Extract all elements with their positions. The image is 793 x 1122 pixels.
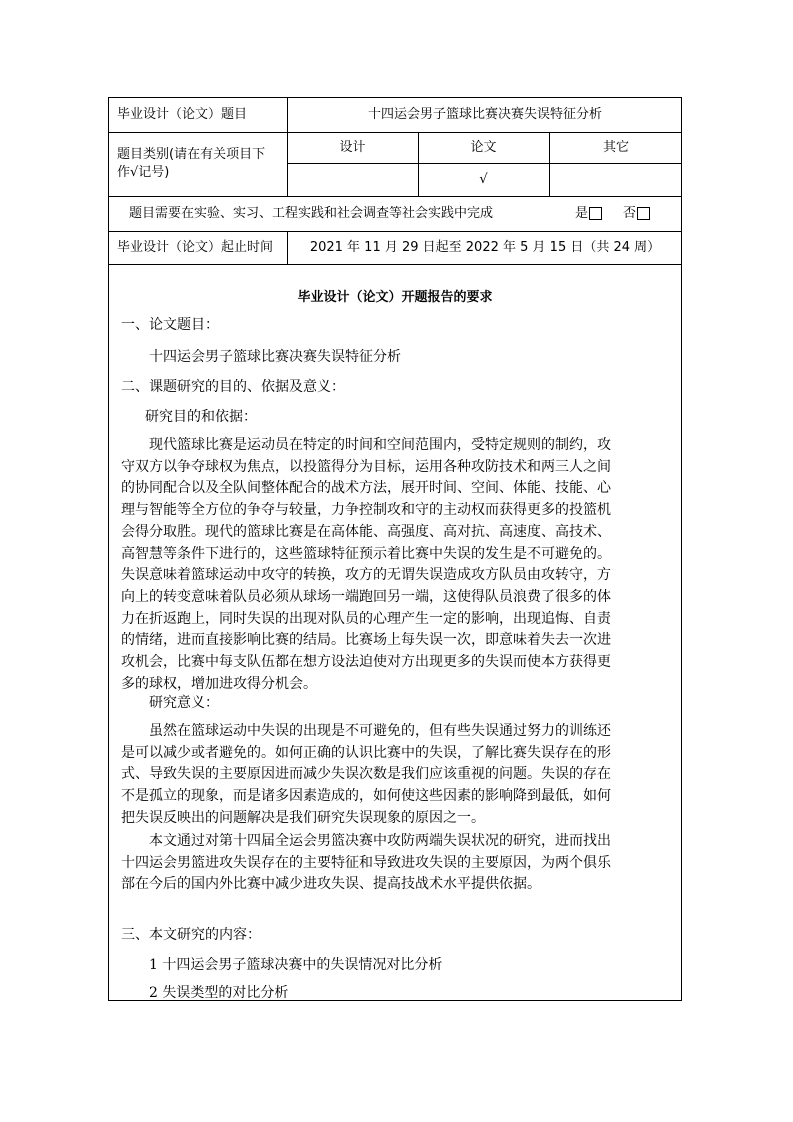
paragraph-line: 理与智能等全方位的争夺与较量，力争控制攻和守的主动权而获得更多的投篮机	[121, 502, 611, 519]
section-title: 三、本文研究的内容：	[121, 927, 261, 943]
title-value: 十四运会男子篮球比赛决赛失误特征分析	[367, 107, 602, 122]
category-mark-thesis: √	[479, 171, 488, 187]
paragraph-line: 多的球权，增加进攻得分机会。	[121, 675, 317, 692]
category-header-design: 设计	[339, 139, 366, 155]
paragraph-line: 式、导致失误的主要原因进而减少失误次数是我们应该重视的问题。失误的存在	[121, 766, 611, 783]
paragraph-line: 失误意味着篮球运动中攻守的转换，攻方的无谓失误造成攻方队员由攻转守，方	[121, 567, 611, 584]
subsection-title: 研究目的和依据：	[145, 409, 257, 425]
proposal-form	[108, 97, 682, 1001]
requirements-heading: 毕业设计（论文）开题报告的要求	[297, 290, 493, 305]
thesis-topic: 十四运会男子篮球比赛决赛失误特征分析	[149, 349, 401, 365]
proposal-body	[109, 272, 681, 1000]
subsection-title: 研究意义：	[149, 695, 219, 711]
paragraph-line: 攻机会，比赛中每支队伍都在想方设法迫使对方出现更多的失误而使本方获得更	[121, 654, 611, 670]
paragraph-line: 十四运会男篮进攻失误存在的主要特征和导致进攻失误的主要原因，为两个俱乐	[121, 854, 611, 871]
category-label-line1: 题目类别(请在有关项目下	[117, 147, 266, 162]
practice-requirement-text: 题目需要在实验、实习、工程实践和社会调查等社会实践中完成	[129, 205, 494, 221]
paragraph-line: 把失误反映出的问题解决是我们研究失误现象的原因之一。	[121, 809, 485, 826]
section-title: 一、论文题目：	[121, 317, 219, 333]
paragraph-line: 的协同配合以及全队间整体配合的战术方法，展开时间、空间、体能、技能、心	[121, 480, 611, 497]
practice-no-label: 否	[623, 205, 637, 221]
paragraph-line: 守双方以争夺球权为焦点，以投篮得分为目标，运用各种攻防技术和两三人之间	[121, 458, 611, 475]
practice-no	[623, 196, 679, 231]
paragraph-line: 力在折返跑上，同时失误的出现对队员的心理产生一定的影响，出现追悔、自责	[121, 610, 611, 627]
paragraph-line: 高智慧等条件下进行的，这些篮球特征预示着比赛中失误的发生是不可避免的。	[121, 545, 611, 562]
category-label	[109, 132, 287, 196]
practice-no-checkbox[interactable]	[637, 207, 650, 220]
category-header-other: 其它	[602, 139, 629, 155]
period-value: 2021 年 11 月 29 日起至 2022 年 5 月 15 日（共 24 周）	[309, 239, 661, 255]
paragraph-line: 本文通过对第十四届全运会男篮决赛中攻防两端失误状况的研究，进而找出	[149, 833, 611, 849]
title-label: 毕业设计（论文）题目	[117, 107, 248, 122]
category-mark-other	[549, 163, 683, 196]
category-mark-design	[287, 163, 418, 196]
practice-yes-checkbox[interactable]	[589, 207, 602, 220]
paragraph-line: 的情绪，进而直接影响比赛的结局。比赛场上每失误一次，即意味着失去一次进	[121, 632, 611, 649]
content-item: 1 十四运会男子篮球决赛中的失误情况对比分析	[149, 957, 443, 973]
period-label: 毕业设计（论文）起止时间	[117, 239, 274, 255]
content-item: 2 失误类型的对比分析	[149, 985, 289, 1001]
paragraph-line: 会得分取胜。现代的篮球比赛是在高体能、高强度、高对抗、高速度、高技术、	[121, 523, 611, 540]
paragraph-line: 部在今后的国内外比赛中减少进攻失误、提高技战术水平提供依据。	[121, 876, 541, 893]
category-header-thesis: 论文	[470, 139, 497, 155]
practice-yes-label: 是	[575, 205, 589, 221]
paragraph-line: 虽然在篮球运动中失误的出现是不可避免的，但有些失误通过努力的训练还	[149, 723, 611, 739]
paragraph-line: 不是孤立的现象，而是诸多因素造成的，如何使这些因素的影响降到最低，如何	[121, 788, 611, 805]
section-title: 二、课题研究的目的、依据及意义：	[121, 379, 345, 395]
paragraph-line: 向上的转变意味着队员必须从球场一端跑回另一端，这使得队员浪费了很多的体	[121, 588, 611, 605]
paragraph-line: 是可以减少或者避免的。如何正确的认识比赛中的失误，了解比赛失误存在的形	[121, 744, 611, 761]
row-divider	[109, 264, 681, 265]
category-label-line2: 作√记号)	[117, 165, 170, 180]
paragraph-line: 现代篮球比赛是运动员在特定的时间和空间范围内，受特定规则的制约，攻	[149, 437, 611, 453]
practice-yes	[575, 196, 625, 231]
